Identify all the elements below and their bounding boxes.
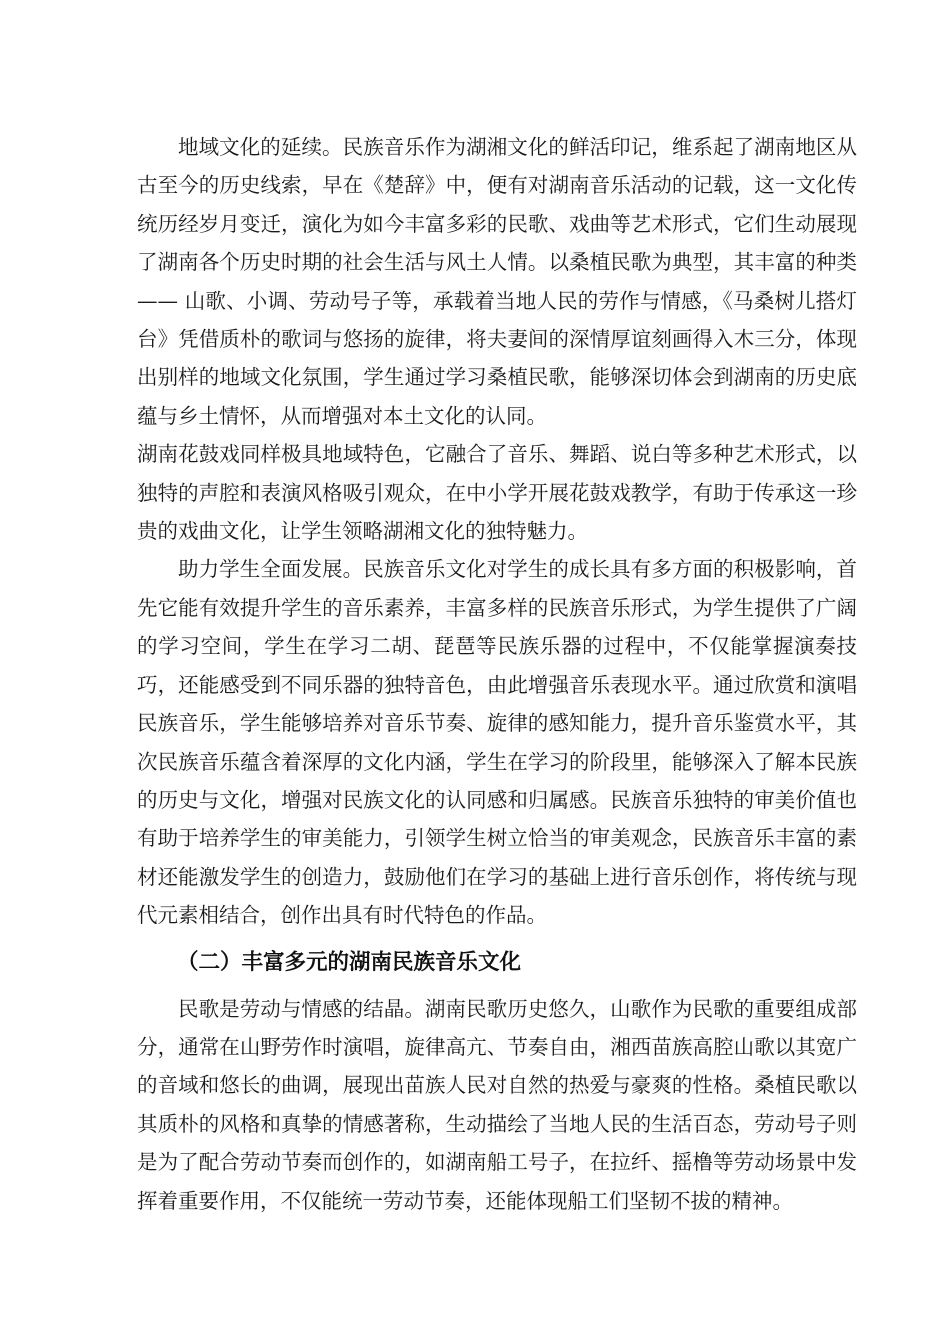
paragraph-regional-culture: 地域文化的延续。民族音乐作为湖湘文化的鲜活印记，维系起了湖南地区从古至今的历史线索，早在《楚辞》中，便有对湖南音乐活动的记载，这一文化传统历经岁月变迁，演化为如今丰富多彩的民歌、戏曲等艺术形式，它们生动展现了湖南各个历史时期的社会生活与风土人情。以桑植民歌为典型，其丰富的种类 —— 山歌、小调、劳动号子等，承载着当地人民的劳作与情感，《马桑树儿搭灯台》凭借质朴的歌词与悠扬的旋律，将夫妻间的深情厚谊刻画得入木三分，体现出别样的地域文化氛围，学生通过学习桑植民歌，能够深切体会到湖南的历史底蕴与乡土情怀，从而增强对本土文化的认同。 [137,135,857,428]
paragraph-huagu-opera: 湖南花鼓戏同样极具地域特色，它融合了音乐、舞蹈、说白等多种艺术形式，以独特的声腔和表演风格吸引观众，在中小学开展花鼓戏教学，有助于传承这一珍贵的戏曲文化，让学生领略湖湘文化的独特魅力。 [137,442,857,544]
section-heading: （二）丰富多元的湖南民族音乐文化 [177,949,522,975]
paragraph-folk-songs: 民歌是劳动与情感的结晶。湖南民歌历史悠久，山歌作为民歌的重要组成部分，通常在山野劳作时演唱，旋律高亢、节奏自由，湘西苗族高腔山歌以其宽广的音域和悠长的曲调，展现出苗族人民对自然的热爱与豪爽的性格。桑植民歌以其质朴的风格和真挚的情感著称，生动描绘了当地人民的生活百态，劳动号子则是为了配合劳动节奏而创作的，如湖南船工号子，在拉纤、摇橹等劳动场景中发挥着重要作用，不仅能统一劳动节奏，还能体现船工们坚韧不拔的精神。 [137,996,857,1213]
document-body [137,128,857,1220]
paragraph-student-development: 助力学生全面发展。民族音乐文化对学生的成长具有多方面的积极影响，首先它能有效提升学生的音乐素养，丰富多样的民族音乐形式，为学生提供了广阔的学习空间，学生在学习二胡、琵琶等民族乐器的过程中，不仅能掌握演奏技巧，还能感受到不同乐器的独特音色，由此增强音乐表现水平。通过欣赏和演唱民族音乐，学生能够培养对音乐节奏、旋律的感知能力，提升音乐鉴赏水平，其次民族音乐蕴含着深厚的文化内涵，学生在学习的阶段里，能够深入了解本民族的历史与文化，增强对民族文化的认同感和归属感。民族音乐独特的审美价值也有助于培养学生的审美能力，引领学生树立恰当的审美观念，民族音乐丰富的素材还能激发学生的创造力，鼓励他们在学习的基础上进行音乐创作，将传统与现代元素相结合，创作出具有时代特色的作品。 [137,557,857,928]
